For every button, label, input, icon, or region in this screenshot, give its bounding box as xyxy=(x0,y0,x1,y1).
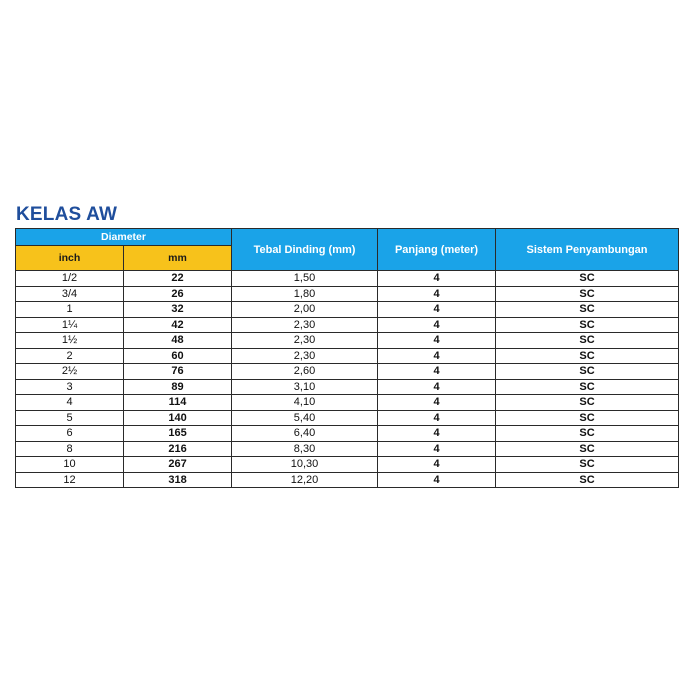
table-row xyxy=(16,286,679,302)
cell-tebal-dinding: 4,10 xyxy=(232,395,378,411)
cell-inch: 5 xyxy=(16,410,124,426)
table-row xyxy=(16,348,679,364)
cell-panjang: 4 xyxy=(378,364,496,380)
cell-mm: 42 xyxy=(124,317,232,333)
cell-panjang: 4 xyxy=(378,472,496,488)
cell-panjang: 4 xyxy=(378,286,496,302)
cell-tebal-dinding: 10,30 xyxy=(232,457,378,473)
cell-tebal-dinding: 2,30 xyxy=(232,333,378,349)
cell-inch: 12 xyxy=(16,472,124,488)
page-title: KELAS AW xyxy=(16,204,118,225)
cell-tebal-dinding: 12,20 xyxy=(232,472,378,488)
cell-panjang: 4 xyxy=(378,271,496,287)
cell-tebal-dinding: 8,30 xyxy=(232,441,378,457)
table-row xyxy=(16,302,679,318)
cell-inch: 10 xyxy=(16,457,124,473)
cell-tebal-dinding: 2,00 xyxy=(232,302,378,318)
cell-sistem: SC xyxy=(496,395,679,411)
cell-panjang: 4 xyxy=(378,441,496,457)
cell-sistem: SC xyxy=(496,472,679,488)
cell-inch: 3/4 xyxy=(16,286,124,302)
header-tebal-dinding: Tebal Dinding (mm) xyxy=(232,229,378,271)
cell-sistem: SC xyxy=(496,426,679,442)
cell-sistem: SC xyxy=(496,302,679,318)
table-row xyxy=(16,395,679,411)
header-sistem-penyambungan: Sistem Penyambungan xyxy=(496,229,679,271)
header-inch: inch xyxy=(16,246,124,271)
cell-panjang: 4 xyxy=(378,379,496,395)
header-panjang: Panjang (meter) xyxy=(378,229,496,271)
cell-sistem: SC xyxy=(496,286,679,302)
cell-mm: 60 xyxy=(124,348,232,364)
cell-mm: 114 xyxy=(124,395,232,411)
cell-mm: 140 xyxy=(124,410,232,426)
cell-mm: 165 xyxy=(124,426,232,442)
cell-tebal-dinding: 2,60 xyxy=(232,364,378,380)
cell-mm: 89 xyxy=(124,379,232,395)
cell-inch: 8 xyxy=(16,441,124,457)
table-row xyxy=(16,317,679,333)
cell-sistem: SC xyxy=(496,364,679,380)
cell-inch: 4 xyxy=(16,395,124,411)
table-row xyxy=(16,426,679,442)
cell-tebal-dinding: 1,80 xyxy=(232,286,378,302)
cell-panjang: 4 xyxy=(378,302,496,318)
cell-sistem: SC xyxy=(496,317,679,333)
cell-panjang: 4 xyxy=(378,395,496,411)
cell-tebal-dinding: 2,30 xyxy=(232,317,378,333)
cell-panjang: 4 xyxy=(378,457,496,473)
table-row xyxy=(16,472,679,488)
cell-sistem: SC xyxy=(496,457,679,473)
cell-mm: 32 xyxy=(124,302,232,318)
table-row xyxy=(16,364,679,380)
cell-panjang: 4 xyxy=(378,410,496,426)
cell-mm: 267 xyxy=(124,457,232,473)
cell-sistem: SC xyxy=(496,410,679,426)
cell-mm: 318 xyxy=(124,472,232,488)
cell-mm: 26 xyxy=(124,286,232,302)
cell-inch: 1¼ xyxy=(16,317,124,333)
header-mm: mm xyxy=(124,246,232,271)
cell-tebal-dinding: 6,40 xyxy=(232,426,378,442)
table-row xyxy=(16,333,679,349)
cell-mm: 48 xyxy=(124,333,232,349)
table-row xyxy=(16,410,679,426)
cell-inch: 1½ xyxy=(16,333,124,349)
header-diameter: Diameter xyxy=(16,229,232,246)
cell-tebal-dinding: 1,50 xyxy=(232,271,378,287)
cell-sistem: SC xyxy=(496,333,679,349)
cell-panjang: 4 xyxy=(378,348,496,364)
cell-tebal-dinding: 3,10 xyxy=(232,379,378,395)
cell-sistem: SC xyxy=(496,348,679,364)
cell-tebal-dinding: 5,40 xyxy=(232,410,378,426)
cell-panjang: 4 xyxy=(378,426,496,442)
cell-mm: 216 xyxy=(124,441,232,457)
cell-mm: 76 xyxy=(124,364,232,380)
spec-table xyxy=(15,228,679,488)
cell-tebal-dinding: 2,30 xyxy=(232,348,378,364)
table-body xyxy=(16,271,679,488)
cell-inch: 2 xyxy=(16,348,124,364)
cell-inch: 1 xyxy=(16,302,124,318)
cell-sistem: SC xyxy=(496,379,679,395)
cell-sistem: SC xyxy=(496,441,679,457)
cell-panjang: 4 xyxy=(378,333,496,349)
cell-inch: 6 xyxy=(16,426,124,442)
table-row xyxy=(16,379,679,395)
table-row xyxy=(16,271,679,287)
cell-sistem: SC xyxy=(496,271,679,287)
table-row xyxy=(16,441,679,457)
table-row xyxy=(16,457,679,473)
cell-inch: 2½ xyxy=(16,364,124,380)
cell-inch: 1/2 xyxy=(16,271,124,287)
cell-inch: 3 xyxy=(16,379,124,395)
cell-panjang: 4 xyxy=(378,317,496,333)
cell-mm: 22 xyxy=(124,271,232,287)
